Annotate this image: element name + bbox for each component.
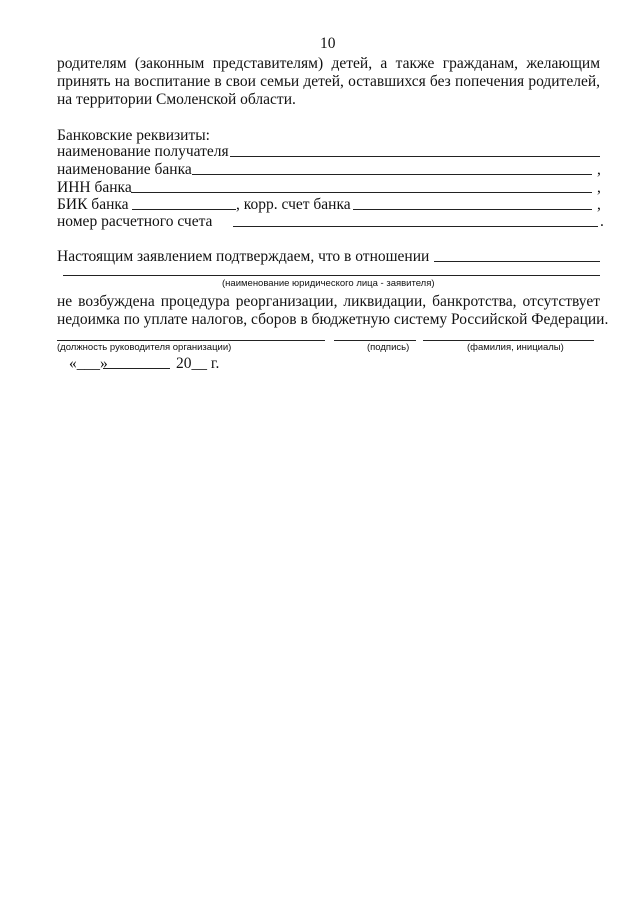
bik-field[interactable] xyxy=(132,209,236,210)
intro-line-1: родителям (законным представителям) детей, а также гражданам, желающим xyxy=(57,55,600,72)
confirm-text: Настоящим заявлением подтверждаем, что в отношении xyxy=(57,248,430,265)
position-caption: (должность руководителя организации) xyxy=(57,342,232,353)
corr-field[interactable] xyxy=(353,209,592,210)
applicant-name-field[interactable] xyxy=(63,275,600,276)
page-number: 10 xyxy=(320,35,336,52)
intro-line-2: принять на воспитание в свои семьи детей, оставшихся без попечения родителей, xyxy=(57,73,600,90)
signature-caption: (подпись) xyxy=(367,342,410,353)
confirm-line-1: не возбуждена процедура реорганизации, ликвидации, банкротства, отсутствует xyxy=(57,293,600,310)
intro-line-3: на территории Смоленской области. xyxy=(57,91,296,108)
position-field[interactable] xyxy=(57,340,325,341)
date-year: 20__ г. xyxy=(176,355,220,372)
inn-field[interactable] xyxy=(131,192,592,193)
recipient-field[interactable] xyxy=(230,156,600,157)
bank-name-field[interactable] xyxy=(192,174,592,175)
date-month-field[interactable] xyxy=(103,368,170,369)
name-field[interactable] xyxy=(423,340,594,341)
account-label: номер расчетного счета xyxy=(57,213,213,230)
account-period: . xyxy=(600,213,604,230)
bank-heading: Банковские реквизиты: xyxy=(57,127,210,144)
inn-label: ИНН банка xyxy=(57,179,132,196)
signature-field[interactable] xyxy=(334,340,416,341)
confirm-applicant-field[interactable] xyxy=(434,261,600,262)
account-field[interactable] xyxy=(233,226,598,227)
confirm-line-2: недоимка по уплате налогов, сборов в бюджетную систему Российской Федерации. xyxy=(57,311,609,328)
applicant-caption: (наименование юридического лица - заявителя) xyxy=(222,278,435,289)
bank-name-comma: , xyxy=(597,161,601,178)
corr-comma: , xyxy=(597,196,601,213)
corr-label: , корр. счет банка xyxy=(236,196,351,213)
name-caption: (фамилия, инициалы) xyxy=(467,342,564,353)
bank-name-label: наименование банка xyxy=(57,161,192,178)
date-day: «___» xyxy=(69,355,108,372)
inn-comma: , xyxy=(597,179,601,196)
bik-label: БИК банка xyxy=(57,196,129,213)
recipient-label: наименование получателя xyxy=(57,143,229,160)
